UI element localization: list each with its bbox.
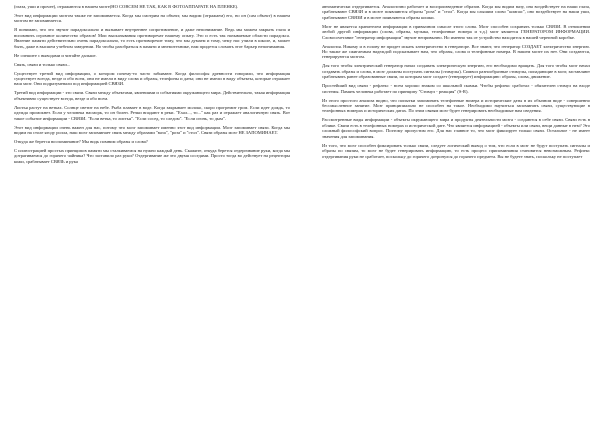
paragraph: Для того чтобы электрический генератор начал создавать электрическую энергию, его необходимо вращать. Для того чтобы мозг начал создавать образы и слова, в мозг должны поступать сигналы (стимулы). Символ разнообразные стимулы, попадающие в мозг, заставляют срабатывать ранее образованные связи, по которым мозг создает (генерирует) информацию: образы, слова, движение. bbox=[322, 63, 590, 80]
paragraph: Откуда же берется воспоминание? Мы видь помним образы и слова? bbox=[14, 139, 148, 145]
paragraph: Рассмотренные виды информации - объекты окружающего мира и продукты деятельности мозга - создаются в себе связи. Связи есть в облике. Связи есть в телефонных номерах и исторической дате. Что является информацией - объекты или связи, вещи данные в нем? Это сложный философский вопрос. Поэтому пропустим его. Для нас главное то, что мозг фиксирует только связи. Остальное - не имеет значения для запоминания. bbox=[322, 117, 590, 139]
paragraph: Я понимаю, что это звучит парадоксально и вызывает внутреннее сопротивление, и даже непонимание. Ведь мы можем закрыть глаза и вспомнить огромное количество образов! Мои высказывания противоречат нашему опыту. Это и есть так называемые области парадокса. Явление памяти действительно очень парадоксально, то есть противоречит тому, что мы думаем и тому, чему нас учили в школе, и, может быть, даже в высшем учебном заведении. Но чтобы разобраться в памяти и мнемотехнике, нам придется сломать этот барьер непонимания. bbox=[14, 27, 290, 49]
paragraph: Из того, что мозг способен фиксировать только связи, следует логический вывод о том, что если в мозг не будут поступать сигналы и образы по связям, то мозг не будет генерировать информацию, то есть процесс припоминания становится невозможным. Рефлекс отдергивания руки не сработает, поскольку до горячего дотронулся до горячего предмета. Вы не будете знать, поскольку не поступает bbox=[322, 142, 590, 159]
paragraph: Третий вид информации - это связи. Связи между объектами, явлениями и событиями окружающего мира. Действительно, такая информация объективно существует всегда, везде и обо всем. bbox=[14, 90, 290, 101]
paragraph: Из этого простого анализа видно, что попытки запоминать телефонные номера и исторические даты в их обычном виде - совершенно бессмысленное занятие. Мозг принципиально не способен на такое. Необходимо научиться запоминать связи, существующие в телефонных номерах и исторических датах. По этим связям мозг будет генерировать необходимые нам сведения. bbox=[322, 97, 590, 114]
paragraph: Не спешите с выводами и читайте дальше. bbox=[14, 52, 97, 58]
paragraph: Мозг не является хранителем информации в привычном смысле этого слова. Мозг способен сохранять только СВЯЗИ. В отношении любой другой информации (слова, образы, музыка, телефонные номера и т.д.) мозг является ГЕНЕРАТОРОМ ИНФОРМАЦИИ. Словосочетание "генератор информации" звучит непривычно. Но именно так от устройство находится в нашей черепной коробке. bbox=[322, 23, 590, 40]
paragraph: Этот вид информации очень важен для нас, потому что мозг запоминает именно этот вид информации. Мозг запоминает связи. Когда мы видим на столе ягоду ролла, наш мозг запоминает связь между образами "ваза", "роза" и "стол". Связи образы мозг НЕ ЗАПОМИНАЕТ. bbox=[14, 124, 290, 136]
paragraph: С иллюстрацией простых принципов памяти мы сталкиваемся на нужно каждый день. Скажите, откуда берется отдергивание руки, когда мы дотрагиваемся до горячего чайника? Что заставило раз руки? Отдергивание же это двумя соседями. Просто тогда во действует на рецепторы кожи, срабатывает СВЯЗЬ и рука bbox=[14, 148, 290, 164]
paragraph: Простейший вид связи - рефлекс - всем хорошо знаком со школьной скамьи. Чтобы рефлекс сработал - обязателен стимул на входе системы. Память человека работает по принципу "Стимул - реакция" (S-R). bbox=[322, 83, 590, 94]
right-column bbox=[322, 4, 590, 424]
section-heading: Связь, связи и только связи... bbox=[14, 61, 71, 67]
paragraph: (глаза, уши и прочее), отражаются в нашем мозге(НО СОВСЕМ НЕ ТАК, КАК В ФОТОАППАРАТЕ НА ПЛЕНКЕ). bbox=[14, 4, 239, 9]
paragraph: автоматически отдергивается. Аналогично работает и воспроизведение образов. Когда мы видим вазу, она воздействует на наши глаза, срабатывают СВЯЗИ и в мозге появляются образы "роза" и "стол". Когда мы слышим слово "компас", оно воздействует на наши уши, срабатывают СВЯЗИ и в мозге появляются образы кошки. bbox=[322, 4, 590, 20]
paragraph: Листья растут на ветках. Солнце светит на небе. Рыба плавает в воде. Когда закрывает молоко, скоро прогремит гром. Если идет дождь, то одежда промокнет. Если у человека насморк, то он болен. Речки впадают в реки. "Ехал..., то..." как раз и отражает аналогичную связь. Вот такое событие информации - СВЯЗИ. "Если ветка, то листья". "Если сосед, то следом". "Если огонь, то дым". bbox=[14, 104, 290, 121]
paragraph: Аналогия. Никому и в голову не придет искать электричество в генераторе. Все знают, что генератор СОЗДАЕТ электричество энергию. Но также же сжигаемым надеждой подсказывает нам, что образы, слова и телефонные номера. В нашем мозге их нет. Они создаются, генерируются мозгом. bbox=[322, 43, 590, 60]
paragraph: Этот вид информации мозгом также не запоминается. Когда мы смотрим на объект, мы видим (отражаем) его, но он (сам объект) в нашем мозгом не запоминается. bbox=[14, 13, 290, 24]
paragraph: Существует третий вид информации, о котором почему-то часто забывают. Когда философы древности говорили, что информация существует всегда, везде и обо всем, они не имели в виду слова и образы, телефоны и даты; они не имели в виду объекты, которые отражает наш мозг. Они подразумевали под информацией СВЯЗИ. bbox=[14, 70, 290, 87]
left-column bbox=[14, 4, 290, 424]
